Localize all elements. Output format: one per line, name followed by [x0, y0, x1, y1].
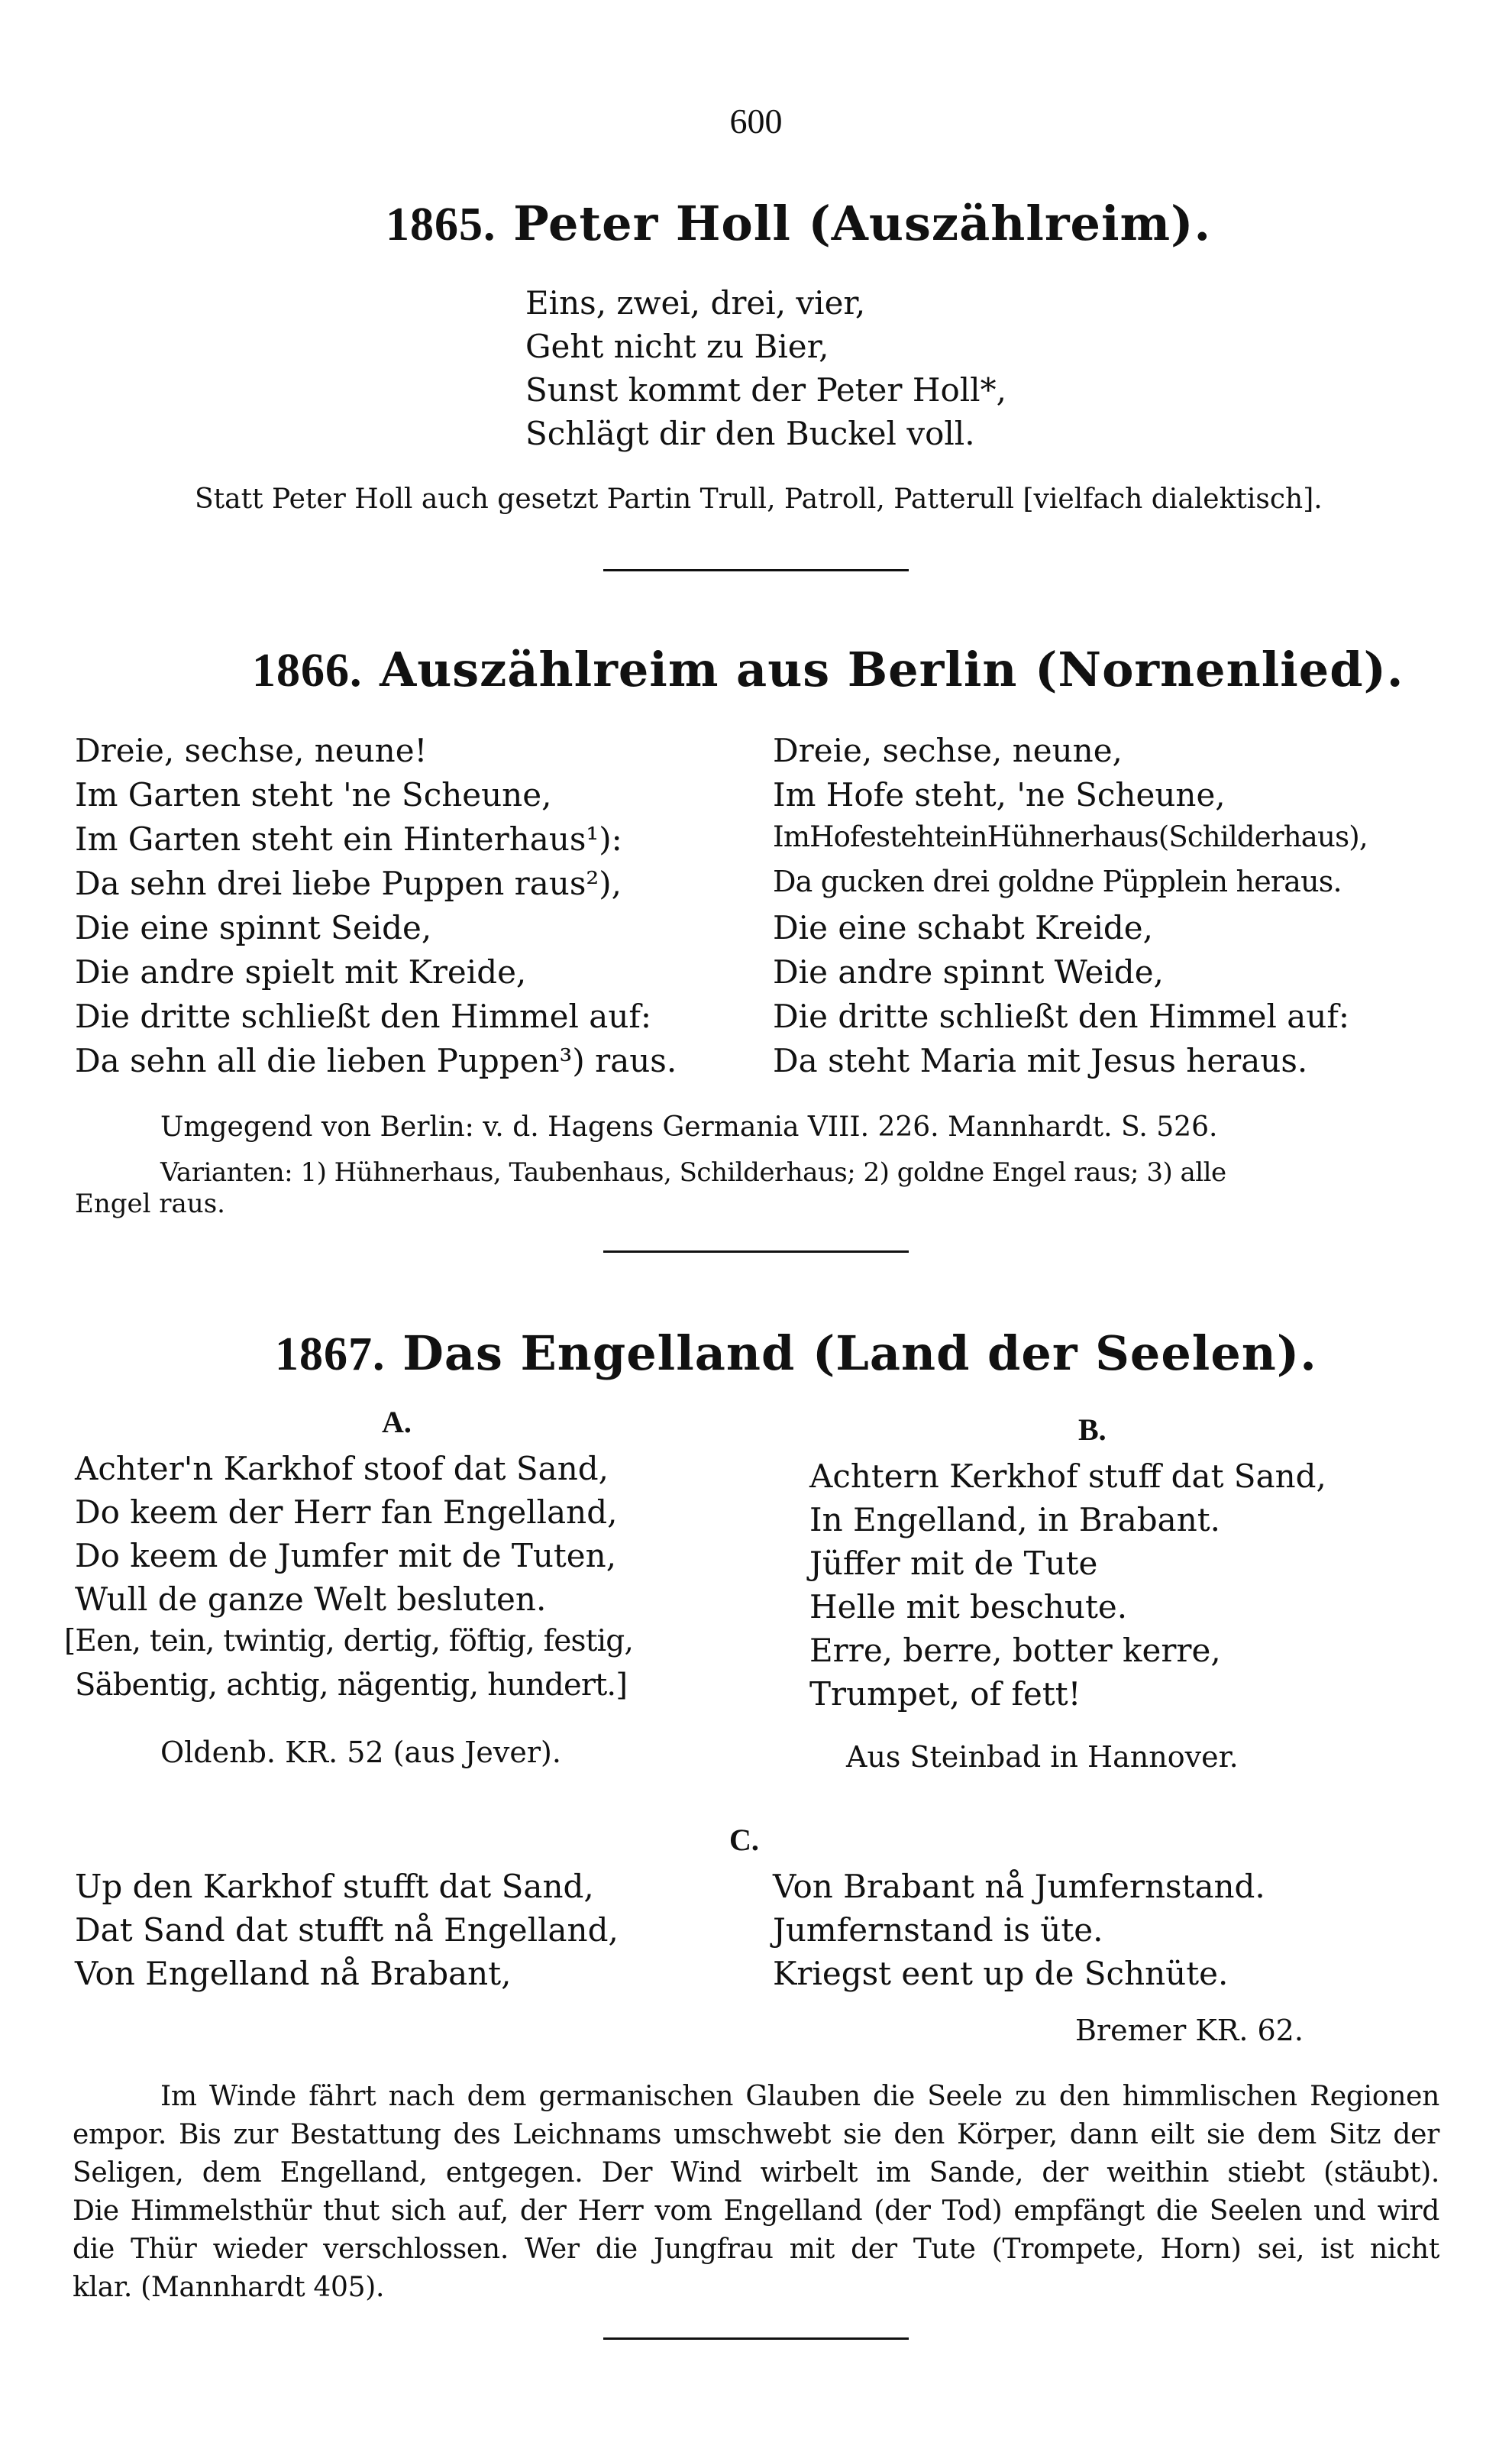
section-1866-title: Auszählreim aus Berlin (Nornenlied). [380, 642, 1404, 697]
section-1865-heading [386, 196, 1211, 252]
section-1866-variants-cont: Engel raus. [75, 1189, 225, 1219]
verse-line-a: [Een, tein, twintig, dertig, föftig, festig, [64, 1624, 634, 1658]
section-1865-title: Peter Holl (Auszählreim). [513, 196, 1212, 251]
verse-line-left: Im Garten steht ein Hinterhaus¹): [75, 820, 622, 858]
verse-line-left: Im Garten steht 'ne Scheune, [75, 776, 552, 814]
verse-line-right: Im Hofe steht, 'ne Scheune, [773, 776, 1226, 814]
verse-line-a: Do keem de Jumfer mit de Tuten, [75, 1537, 617, 1574]
subsection-b-label: B. [1078, 1412, 1107, 1447]
verse-line: Sunst kommt der Peter Holl*, [525, 371, 1006, 409]
verse-line-b: Jüffer mit de Tute [809, 1545, 1098, 1582]
prose-line: die Thür wieder verschlossen. Wer die Jungfrau mit der Tute (Trompete, Horn) sei, ist nicht [73, 2234, 1439, 2265]
prose-line: Die Himmelsthür thut sich auf, der Herr vom Engelland (der Tod) empfängt die Seelen und wird [73, 2195, 1439, 2227]
verse-line-b: Erre, berre, botter kerre, [809, 1632, 1221, 1669]
verse-line-left: Die andre spielt mit Kreide, [75, 953, 527, 991]
verse-line-right: Da gucken drei goldne Püpplein heraus. [773, 865, 1342, 898]
verse-line-a: Do keem der Herr fan Engelland, [75, 1493, 618, 1531]
verse-line-left: Die eine spinnt Seide, [75, 909, 432, 946]
verse-line-right: Die andre spinnt Weide, [773, 953, 1164, 991]
verse-line-b: Achtern Kerkhof stuff dat Sand, [809, 1457, 1326, 1495]
section-1866-number: 1866. [252, 645, 363, 697]
verse-line-b: Trumpet, of fett! [809, 1675, 1081, 1713]
verse-line-left: Da sehn all die lieben Puppen³) raus. [75, 1042, 677, 1079]
verse-line: Schlägt dir den Buckel voll. [525, 415, 975, 452]
verse-line: Geht nicht zu Bier, [525, 328, 829, 365]
verse-line-c-left: Up den Karkhof stufft dat Sand, [75, 1868, 594, 1905]
verse-line-right: ImHofestehteinHühnerhaus(Schilderhaus), [773, 820, 1368, 853]
section-1866-source: Umgegend von Berlin: v. d. Hagens Germania VIII. 226. Mannhardt. S. 526. [160, 1111, 1218, 1143]
subsection-c-label: C. [729, 1823, 759, 1857]
verse-line-c-left: Von Engelland nå Brabant, [75, 1955, 512, 1992]
verse-line-c-right: Kriegst eent up de Schnüte. [773, 1955, 1229, 1992]
verse-line-a: Achter'n Karkhof stoof dat Sand, [75, 1450, 609, 1487]
verse-line-right: Dreie, sechse, neune, [773, 732, 1123, 769]
section-1867-title: Das Engelland (Land der Seelen). [402, 1325, 1317, 1381]
prose-line: klar. (Mannhardt 405). [73, 2272, 385, 2303]
subsection-a-source: Oldenb. KR. 52 (aus Jever). [160, 1736, 561, 1769]
subsection-a-label: A. [382, 1405, 412, 1439]
verse-line-b: In Engelland, in Brabant. [809, 1501, 1221, 1538]
verse-line-left: Dreie, sechse, neune! [75, 732, 428, 769]
section-1865-number: 1865. [386, 199, 496, 251]
separator [603, 1250, 909, 1253]
verse-line-right: Die dritte schließt den Himmel auf: [773, 998, 1350, 1035]
verse-line-right: Die eine schabt Kreide, [773, 909, 1153, 946]
verse-line: Eins, zwei, drei, vier, [525, 284, 866, 322]
section-1866-variants: Varianten: 1) Hühnerhaus, Taubenhaus, Schilderhaus; 2) goldne Engel raus; 3) alle [160, 1157, 1226, 1188]
prose-line: empor. Bis zur Bestattung des Leichnams umschwebt sie den Körper, dann eilt sie dem Sitz der [73, 2119, 1439, 2150]
subsection-b-source: Aus Steinbad in Hannover. [846, 1740, 1239, 1774]
verse-line-c-right: Jumfernstand is üte. [773, 1911, 1103, 1949]
verse-line-c-right: Von Brabant nå Jumfernstand. [773, 1868, 1265, 1905]
prose-line: Seligen, dem Engelland, entgegen. Der Wind wirbelt im Sande, der weithin stiebt (stäubt). [73, 2157, 1439, 2189]
section-1867-number: 1867. [275, 1328, 386, 1380]
verse-line-right: Da steht Maria mit Jesus heraus. [773, 1042, 1308, 1079]
verse-line-a: Säbentig, achtig, nägentig, hundert.] [75, 1668, 628, 1703]
section-1865-note: Statt Peter Holl auch gesetzt Partin Trull, Patroll, Patterull [vielfach dialektisch]. [195, 484, 1323, 515]
section-1866-heading [252, 642, 1404, 698]
verse-line-a: Wull de ganze Welt besluten. [75, 1580, 547, 1618]
verse-line-b: Helle mit beschute. [809, 1588, 1128, 1626]
separator [603, 2337, 909, 2340]
verse-line-c-left: Dat Sand dat stufft nå Engelland, [75, 1911, 619, 1949]
subsection-c-source: Bremer KR. 62. [1075, 2014, 1304, 2047]
prose-line: Im Winde fährt nach dem germanischen Glauben die Seele zu den himmlischen Regionen [160, 2081, 1439, 2112]
verse-line-left: Die dritte schließt den Himmel auf: [75, 998, 652, 1035]
page-number: 600 [729, 102, 783, 141]
verse-line-left: Da sehn drei liebe Puppen raus²), [75, 865, 622, 902]
separator [603, 569, 909, 571]
section-1867-heading [275, 1325, 1317, 1382]
